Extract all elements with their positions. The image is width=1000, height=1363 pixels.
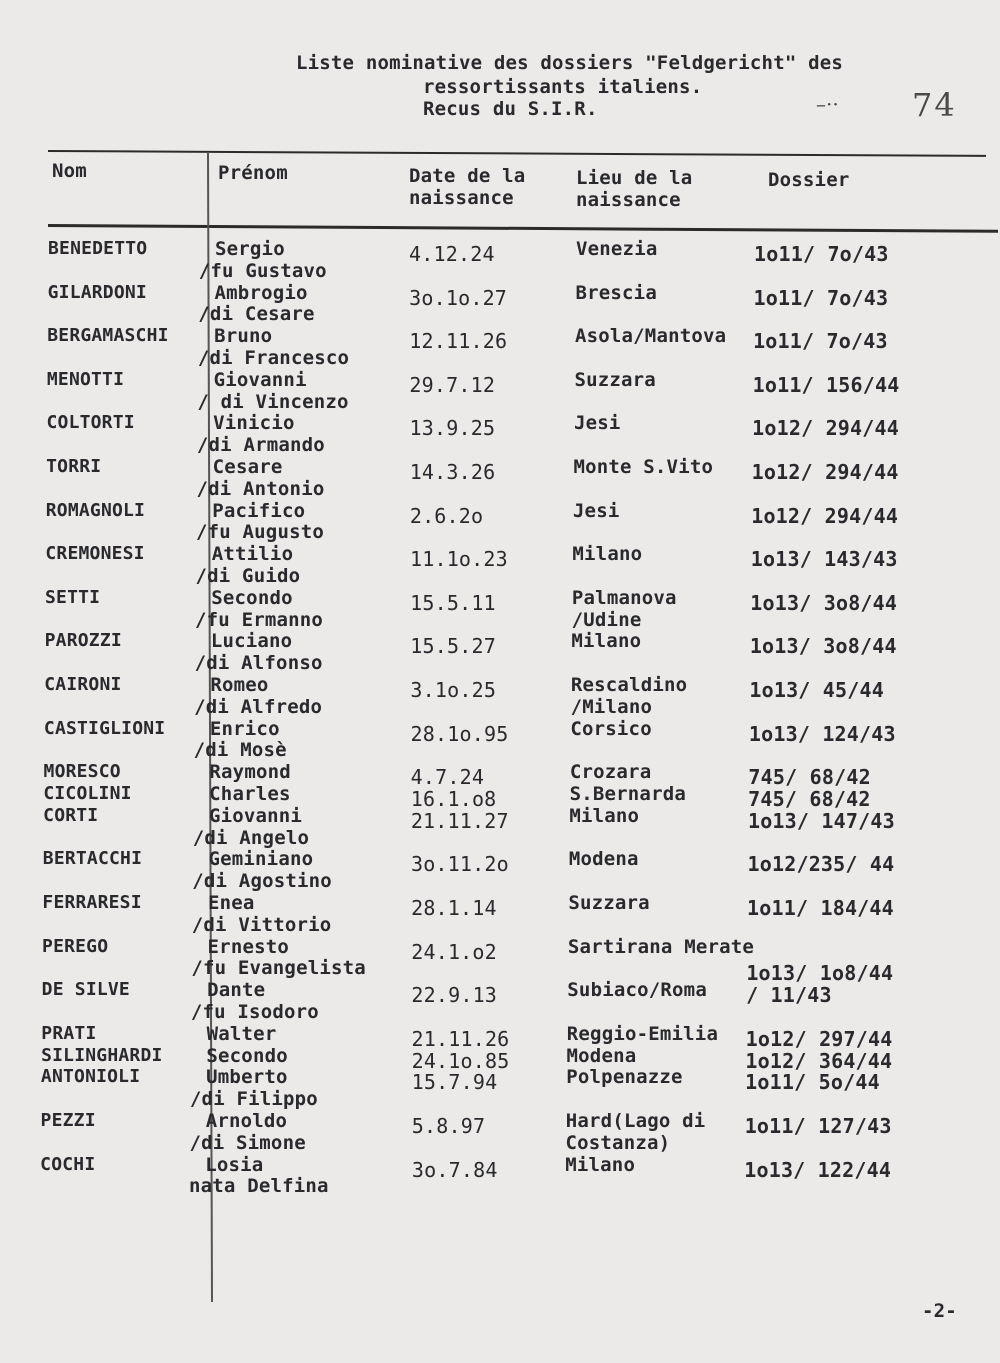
cell-prenom: Giovanni [213, 368, 307, 391]
cell-date: 3o.11.2o [410, 852, 509, 877]
cell-lieu: Asola/Mantova [574, 325, 727, 348]
header-bottom-rule [48, 224, 998, 233]
cell-dossier: 1o12/235/ 44 [747, 852, 895, 877]
cell-lieu: S.Bernarda [569, 783, 686, 805]
cell-date: 15.5.11 [410, 590, 496, 615]
cell-lieu: /Udine [571, 608, 642, 631]
document-title-line-3: Recus du S.I.R. [423, 98, 598, 120]
cell-nom: CAIRONI [44, 674, 122, 695]
cell-dossier: 1o11/ 7o/43 [753, 329, 888, 354]
cell-prenom: /di Agostino [192, 870, 332, 893]
cell-nom: ROMAGNOLI [45, 499, 146, 521]
column-header-dossier: Dossier [768, 169, 850, 191]
cell-prenom: /di Antonio [196, 477, 325, 500]
cell-dossier: 1o11/ 156/44 [752, 372, 900, 397]
cell-dossier: 1o12/ 294/44 [751, 460, 899, 484]
cell-lieu: Suzzara [568, 892, 650, 914]
cell-prenom: Sergio [215, 238, 285, 260]
cell-prenom: nata Delfina [189, 1175, 329, 1198]
cell-prenom: Enrico [209, 717, 280, 740]
cell-date: 15.5.27 [410, 634, 496, 659]
cell-dossier: 1o13/ 143/43 [750, 547, 898, 572]
cell-nom: CREMONESI [45, 543, 145, 565]
cell-nom: MORESCO [43, 761, 121, 783]
cell-date: 3o.7.84 [411, 1157, 498, 1182]
cell-lieu: Crozara [569, 761, 652, 784]
cell-nom: CICOLINI [43, 783, 132, 804]
cell-lieu: Modena [568, 848, 639, 871]
cell-prenom: Arnoldo [205, 1110, 288, 1132]
cell-prenom: /di Guido [195, 565, 301, 587]
folio-number: 74 [912, 86, 957, 124]
cell-prenom: Attilio [211, 543, 294, 566]
cell-dossier: 1o13/ 124/43 [748, 721, 896, 746]
cell-dossier: / 11/43 [746, 983, 832, 1008]
cell-prenom: /di Armando [196, 434, 325, 457]
cell-nom: PEZZI [40, 1110, 96, 1131]
cell-nom: BERGAMASCHI [47, 325, 169, 347]
cell-dossier: 1o11/ 127/43 [744, 1114, 892, 1138]
cell-nom: BENEDETTO [48, 238, 148, 259]
document-title-line-1: Liste nominative des dossiers "Feldgericht" des [296, 52, 844, 74]
cell-prenom: /di Alfredo [194, 695, 323, 718]
cell-nom: COCHI [40, 1153, 96, 1175]
cell-dossier: 1o13/ 45/44 [749, 678, 884, 702]
cell-prenom: Ambrogio [214, 281, 308, 304]
cell-dossier: 1o11/ 184/44 [747, 896, 894, 920]
cell-prenom: Enea [208, 892, 255, 914]
cell-date: 28.1.14 [411, 896, 497, 920]
cell-dossier: 1o13/ 147/43 [747, 808, 895, 833]
cell-prenom: / di Vincenzo [197, 390, 349, 413]
cell-date: 14.3.26 [409, 460, 496, 484]
cell-date: 13.9.25 [409, 416, 496, 441]
document-title-line-2: ressortissants italiens. [423, 76, 703, 98]
cell-nom: SILINGHARDI [41, 1044, 163, 1066]
cell-date: 24.1o.85 [411, 1048, 510, 1073]
cell-lieu: Hard(Lago di [565, 1110, 706, 1132]
cell-prenom: Ernesto [207, 935, 290, 958]
cell-nom: CASTIGLIONI [43, 717, 166, 739]
cell-lieu: Costanza) [565, 1131, 671, 1154]
cell-dossier: 1o12/ 364/44 [745, 1048, 893, 1073]
cell-lieu: Polpenazze [566, 1066, 683, 1089]
column-header-lieu-1: Lieu de la [576, 167, 693, 189]
cell-date: 12.11.26 [409, 329, 508, 354]
cell-prenom: Walter [206, 1022, 277, 1045]
page-number: -2- [922, 1300, 957, 1322]
cell-date: 11.1o.23 [409, 547, 508, 572]
cell-prenom: Cesare [212, 456, 283, 478]
cell-nom: MENOTTI [46, 368, 125, 390]
cell-date: 15.7.94 [411, 1070, 498, 1095]
cell-prenom: /fu Evangelista [191, 957, 366, 980]
cell-date: 5.8.97 [411, 1114, 486, 1138]
cell-date: 3o.1o.27 [409, 285, 508, 310]
cell-lieu: Venezia [576, 238, 658, 260]
cell-dossier: 1o11/ 7o/43 [753, 285, 889, 310]
cell-prenom: Giovanni [208, 804, 303, 827]
cell-lieu: Milano [571, 630, 642, 653]
cell-prenom: Luciano [210, 630, 293, 653]
cell-lieu: Monte S.Vito [573, 456, 714, 478]
cell-nom: PAROZZI [44, 630, 122, 652]
cell-prenom: Geminiano [208, 848, 314, 871]
cell-nom: TORRI [46, 456, 102, 477]
cell-prenom: Vinicio [213, 412, 295, 435]
cell-date: 28.1o.95 [410, 721, 509, 746]
cell-dossier: 1o13/ 3o8/44 [749, 634, 897, 659]
cell-prenom: /di Alfonso [194, 652, 323, 675]
cell-dossier: 1o13/ 3o8/44 [750, 590, 898, 615]
cell-dossier: 1o11/ 5o/44 [745, 1070, 880, 1095]
cell-date: 21.11.27 [410, 808, 509, 833]
cell-dossier: 745/ 68/42 [748, 765, 871, 790]
cell-dossier: 1o11/ 7o/43 [754, 242, 889, 266]
cell-date: 24.1.o2 [411, 939, 497, 964]
cell-prenom: /di Filippo [189, 1088, 318, 1111]
cell-lieu: Subiaco/Roma [567, 979, 707, 1002]
cell-nom: CORTI [43, 804, 99, 826]
dash-mark: –·· [816, 92, 839, 116]
header-top-rule [48, 150, 986, 157]
cell-date: 29.7.12 [409, 372, 496, 397]
cell-lieu: Jesi [573, 412, 621, 435]
cell-lieu: /Milano [570, 695, 653, 718]
cell-date: 4.7.24 [410, 765, 485, 790]
cell-date: 2.6.2o [409, 503, 484, 528]
cell-nom: ANTONIOLI [40, 1066, 141, 1088]
cell-prenom: /fu Gustavo [198, 259, 327, 282]
cell-lieu: Milano [572, 543, 643, 566]
cell-lieu: Modena [566, 1044, 637, 1067]
cell-dossier: 1o12/ 297/44 [745, 1026, 893, 1051]
cell-date: 22.9.13 [411, 983, 498, 1008]
cell-nom: FERRARESI [42, 892, 142, 913]
column-header-lieu-2: naissance [576, 189, 681, 211]
column-header-date-1: Date de la [409, 165, 526, 187]
cell-lieu: Suzzara [574, 368, 656, 391]
cell-nom: BERTACCHI [42, 848, 143, 870]
cell-lieu: Brescia [575, 281, 657, 304]
cell-prenom: Bruno [214, 325, 273, 348]
cell-dossier: 1o12/ 294/44 [752, 416, 900, 441]
column-header-nom: Nom [52, 160, 87, 182]
cell-lieu: Palmanova [571, 586, 677, 609]
cell-date: 4.12.24 [409, 242, 495, 266]
cell-prenom: Romeo [210, 674, 269, 696]
cell-prenom: /di Angelo [192, 826, 310, 849]
cell-prenom: /di Cesare [198, 303, 315, 326]
cell-prenom: Raymond [209, 761, 291, 784]
cell-nom: SETTI [45, 586, 101, 608]
cell-prenom: /di Vittorio [191, 913, 332, 936]
cell-prenom: /fu Ermanno [195, 608, 324, 631]
cell-prenom: /di Simone [189, 1131, 306, 1154]
cell-nom: DE SILVE [41, 979, 130, 1001]
cell-lieu: Sartirana Merate [567, 935, 755, 958]
cell-prenom: /fu Augusto [195, 521, 324, 544]
cell-prenom: Pacifico [212, 499, 306, 522]
cell-lieu: Milano [565, 1153, 636, 1176]
cell-prenom: Secondo [211, 586, 293, 609]
column-header-date-2: naissance [409, 187, 514, 209]
cell-dossier: 1o13/ 1o8/44 [746, 961, 894, 986]
cell-dossier: 745/ 68/42 [748, 787, 871, 811]
cell-nom: PRATI [41, 1022, 97, 1044]
cell-lieu: Milano [569, 804, 640, 827]
cell-lieu: Reggio-Emilia [566, 1022, 719, 1045]
cell-date: 3.1o.25 [410, 678, 497, 702]
column-header-prenom: Prénom [218, 162, 288, 184]
cell-nom: GILARDONI [47, 281, 147, 303]
cell-dossier: 1o13/ 122/44 [744, 1157, 892, 1182]
cell-prenom: /fu Isodoro [190, 1001, 319, 1023]
cell-prenom: Umberto [206, 1066, 288, 1089]
cell-lieu: Corsico [570, 717, 652, 740]
cell-date: 21.11.26 [411, 1026, 510, 1051]
cell-lieu: Jesi [572, 499, 620, 522]
cell-lieu: Rescaldino [570, 674, 688, 696]
cell-nom: COLTORTI [46, 412, 135, 434]
cell-prenom: /di Mosè [193, 739, 287, 762]
cell-dossier: 1o12/ 294/44 [751, 503, 899, 528]
cell-date: 16.1.o8 [410, 787, 497, 811]
cell-prenom: Secondo [206, 1044, 288, 1067]
cell-prenom: /di Francesco [197, 347, 350, 369]
cell-prenom: Charles [209, 783, 291, 805]
cell-prenom: Losia [205, 1153, 264, 1176]
cell-nom: PEREGO [42, 935, 109, 957]
cell-prenom: Dante [207, 979, 266, 1002]
